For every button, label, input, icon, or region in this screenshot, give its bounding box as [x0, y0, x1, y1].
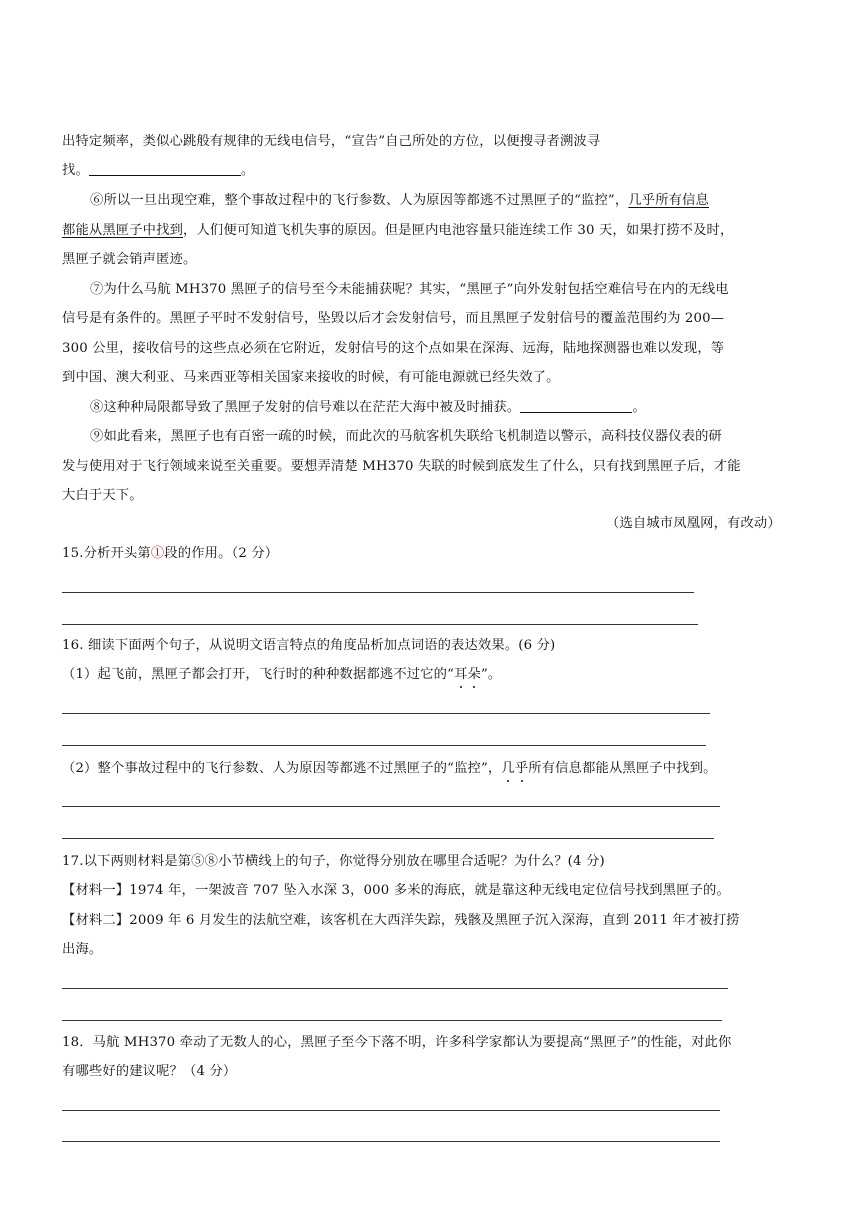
q15-circled-number: ①	[150, 546, 165, 561]
passage-p6-line1	[90, 191, 709, 211]
q16-s2-end: 所有信息都能从黑匣子中找到。	[528, 761, 717, 776]
q16-emphasis-char: 朵	[468, 665, 481, 685]
passage-p6-line2	[62, 221, 733, 241]
answer-line-q16-4[interactable]	[62, 838, 714, 839]
answer-line-q15-2[interactable]	[62, 624, 698, 625]
p6-underlined-a: 几乎所有信息	[628, 193, 710, 208]
passage-p7-line4: 到中国、澳大利亚、马来西亚等相关国家来接收的时候，有可能电源就已经失效了。	[62, 370, 560, 385]
q16-emphasis-char: 几	[501, 759, 514, 779]
passage-source: （选自城市凤凰网，有改动）	[606, 516, 781, 531]
passage-p5-end: 。	[240, 163, 255, 178]
q17-material-2-line2: 出海。	[62, 942, 103, 957]
answer-blank-p8	[520, 399, 632, 413]
q16-s2-text: （2）整个事故过程中的飞行参数、人为原因等都逃不过黑匣子的“监控”，	[62, 761, 502, 776]
passage-p6-line3: 黑匣子就会销声匿迹。	[62, 252, 197, 267]
question-18-line2: 有哪些好的建议呢？（4 分）	[62, 1064, 237, 1079]
p8-end: 。	[632, 400, 646, 415]
q15-text-a: 15.分析开头第	[62, 546, 151, 561]
q16-emphasis-char: 耳	[454, 665, 467, 685]
passage-p5-line1: 出特定频率，类似心跳般有规律的无线电信号，“宣告”自己所处的方位，以便搜寻者溯波寻	[62, 134, 601, 149]
q15-text-b: 段的作用。（2 分）	[164, 546, 279, 561]
question-17: 17.以下两则材料是第⑤⑧小节横线上的句子，你觉得分别放在哪里合适呢？为什么？(4 分)	[62, 854, 605, 869]
answer-line-q18-2[interactable]	[62, 1141, 720, 1142]
answer-line-q16-1[interactable]	[62, 713, 710, 714]
answer-line-q15-1[interactable]	[62, 592, 694, 593]
question-18-line1: 18．马航 MH370 牵动了无数人的心，黑匣子至今下落不明，许多科学家都认为要提高“黑匣子”的性能，对此你	[62, 1035, 732, 1050]
answer-line-q18-1[interactable]	[62, 1110, 720, 1111]
p6-text: ⑥所以一旦出现空难，整个事故过程中的飞行参数、人为原因等都逃不过黑匣子的“监控”，	[90, 193, 629, 208]
answer-line-q16-2[interactable]	[62, 745, 706, 746]
q16-emphasis-char: 乎	[515, 759, 528, 779]
question-15	[62, 544, 278, 564]
q16-sentence-2	[62, 759, 717, 779]
answer-line-q17-1[interactable]	[62, 988, 728, 989]
answer-line-q16-3[interactable]	[62, 806, 720, 807]
passage-p7-line2: 信号是有条件的。黑匣子平时不发射信号，坠毁以后才会发射信号，而且黑匣子发射信号的覆盖范围约为 200—	[62, 311, 725, 326]
q16-sentence-1	[62, 665, 501, 685]
p8-text: ⑧这种种局限都导致了黑匣子发射的信号难以在茫茫大海中被及时捕获。	[90, 400, 521, 415]
passage-p7-line1: ⑦为什么马航 MH370 黑匣子的信号至今未能捕获呢？其实，“黑匣子”向外发射包括空难信号在内的无线电	[90, 282, 729, 297]
passage-p9-line1: ⑨如此看来，黑匣子也有百密一疏的时候，而此次的马航客机失联给飞机制造以警示，高科技仪器仪表的研	[90, 429, 723, 444]
passage-p7-line3: 300 公里，接收信号的这些点必须在它附近，发射信号的这个点如果在深海、远海，陆地探测器也难以发现，等	[62, 341, 725, 356]
passage-p9-line2: 发与使用对于飞行领域来说至关重要。要想弄清楚 MH370 失联的时候到底发生了什么，只有找到黑匣子后，才能	[62, 459, 741, 474]
p6-underlined-b: 都能从黑匣子中找到	[62, 223, 184, 238]
answer-line-q17-2[interactable]	[62, 1020, 722, 1021]
q16-s1-text: （1）起飞前，黑匣子都会打开，飞行时的种种数据都逃不过它的“	[62, 667, 455, 682]
q17-material-2-line1: 【材料二】2009 年 6 月发生的法航空难，该客机在大西洋失踪，残骸及黑匣子沉入深海，直到 2011 年才被打捞	[62, 913, 740, 928]
passage-p5-text: 找。	[62, 163, 89, 178]
passage-p9-line3: 大白于天下。	[62, 488, 143, 503]
passage-p5-line2	[62, 161, 254, 181]
answer-blank-p5	[89, 162, 241, 176]
q16-s1-end: ”。	[480, 667, 502, 682]
p6-text-b: ，人们便可知道飞机失事的原因。但是匣内电池容量只能连续工作 30 天，如果打捞不及时，	[183, 223, 734, 238]
question-16: 16. 细读下面两个句子，从说明文语言特点的角度品析加点词语的表达效果。(6 分)	[62, 638, 556, 653]
passage-p8-line1	[90, 398, 646, 418]
q17-material-1: 【材料一】1974 年，一架波音 707 坠入水深 3，000 多米的海底，就是靠这种无线电定位信号找到黑匣子的。	[62, 883, 730, 898]
